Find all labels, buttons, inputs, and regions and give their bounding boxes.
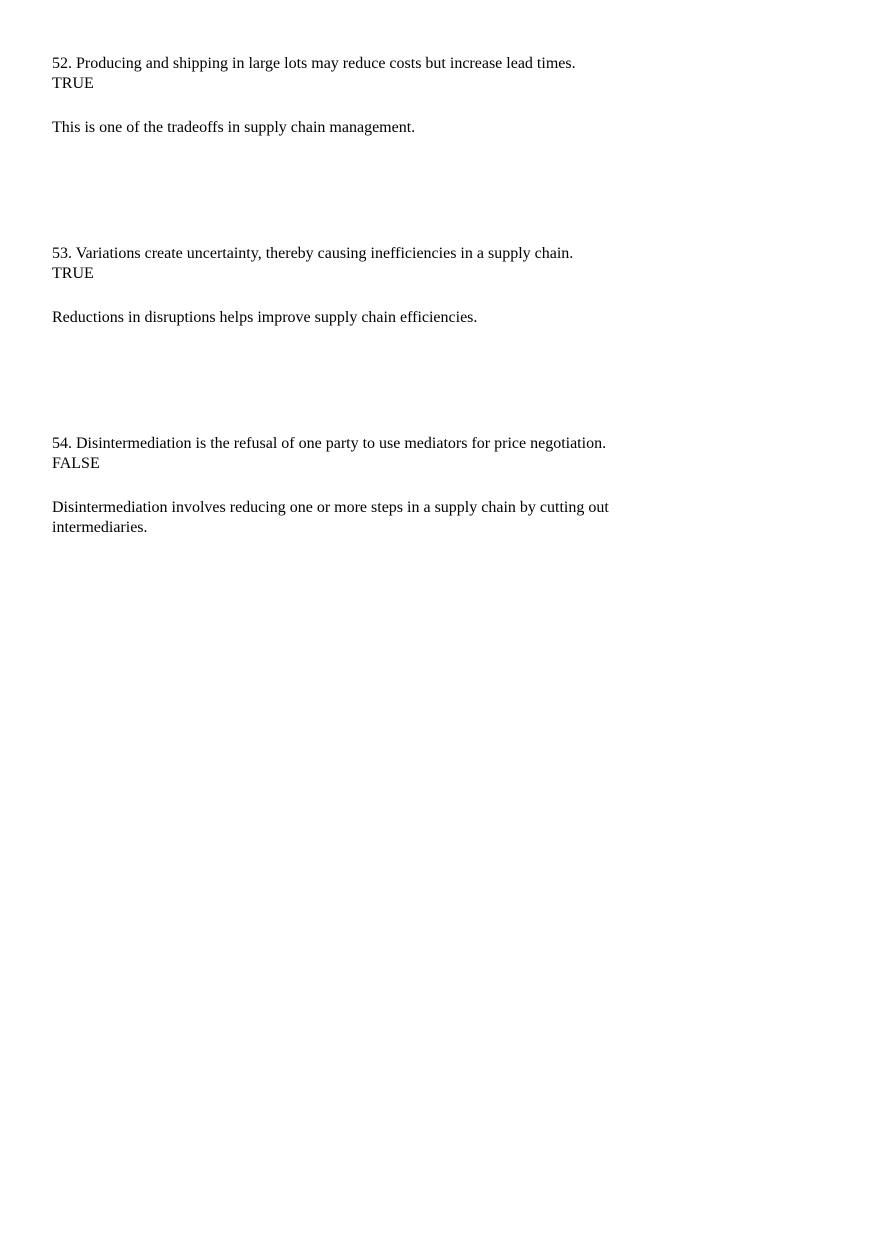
question-item-52 (52, 54, 752, 138)
answer-text: TRUE (52, 75, 94, 92)
explanation-text: Disintermediation involves reducing one or more steps in a supply chain by cutting out intermediaries. (52, 499, 609, 536)
question-text: 54. Disintermediation is the refusal of one party to use mediators for price negotiation. (52, 435, 607, 452)
answer-text: FALSE (52, 455, 100, 472)
question-text: 52. Producing and shipping in large lots may reduce costs but increase lead times. (52, 55, 576, 72)
explanation-text: Reductions in disruptions helps improve supply chain efficiencies. (52, 309, 478, 326)
explanation-text: This is one of the tradeoffs in supply chain management. (52, 119, 416, 136)
answer-text: TRUE (52, 265, 94, 282)
question-text: 53. Variations create uncertainty, thereby causing inefficiencies in a supply chain. (52, 245, 574, 262)
question-item-53 (52, 244, 752, 328)
question-item-54 (52, 434, 752, 538)
